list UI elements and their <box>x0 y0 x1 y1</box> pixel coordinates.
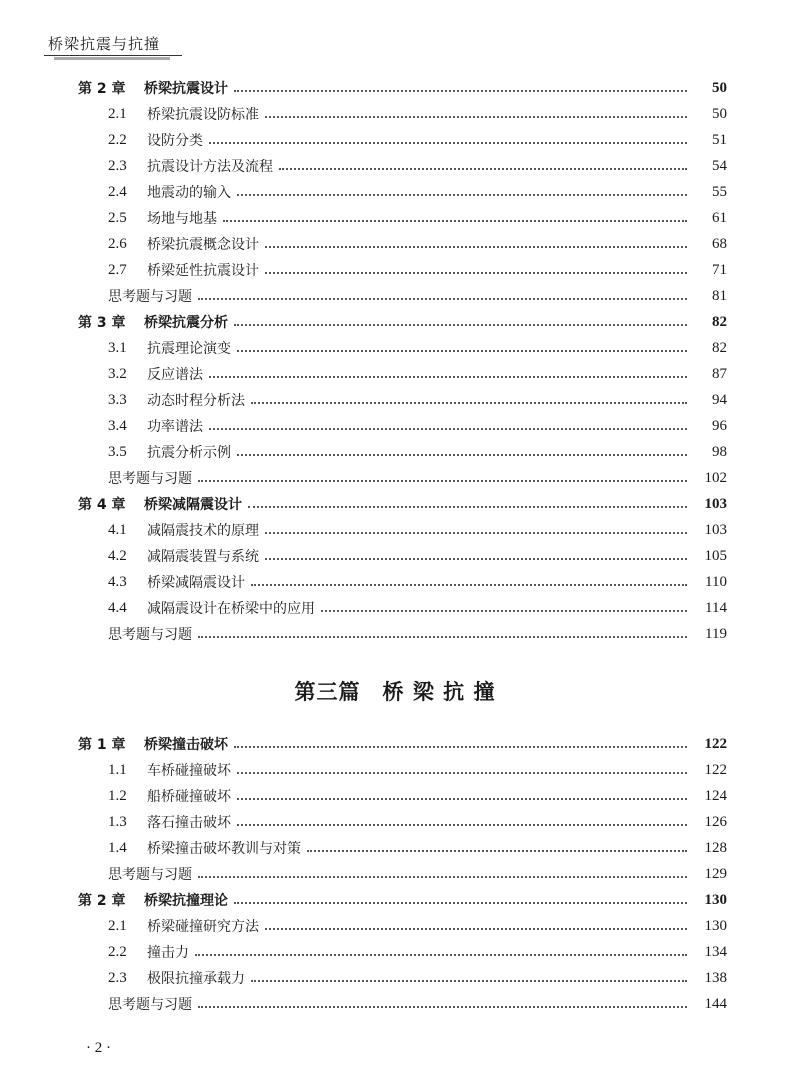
entry-title: 功率谱法 <box>147 419 203 435</box>
entry-page: 105 <box>704 547 727 564</box>
entry-number: 3.5 <box>108 443 127 460</box>
dot-leader <box>209 428 687 430</box>
dot-leader <box>234 902 687 904</box>
entry-number: 2.7 <box>108 261 127 278</box>
toc-exercise-entry[interactable] <box>0 465 790 491</box>
entry-page: 128 <box>704 839 727 856</box>
entry-number: 2.3 <box>108 969 127 986</box>
dot-leader <box>234 746 687 748</box>
dot-leader <box>279 168 687 170</box>
dot-leader <box>307 850 687 852</box>
entry-title: 思考题与习题 <box>108 867 192 883</box>
entry-number: 1.4 <box>108 839 127 856</box>
toc-section-entry[interactable] <box>0 153 790 179</box>
toc-section-entry[interactable] <box>0 569 790 595</box>
entry-title: 车桥碰撞破坏 <box>147 763 231 779</box>
entry-title: 抗震理论演变 <box>147 341 231 357</box>
dot-leader <box>251 584 687 586</box>
toc-chapter-entry[interactable] <box>0 75 790 101</box>
entry-title: 桥梁撞击破坏教训与对策 <box>147 841 301 857</box>
dot-leader <box>237 824 687 826</box>
entry-title: 减隔震技术的原理 <box>147 523 259 539</box>
toc-section-entry[interactable] <box>0 595 790 621</box>
entry-title: 抗震分析示例 <box>147 445 231 461</box>
toc-chapter-entry[interactable] <box>0 731 790 757</box>
toc-section-entry[interactable] <box>0 965 790 991</box>
entry-page: 144 <box>704 995 727 1012</box>
entry-title: 桥梁减隔震设计 <box>144 497 242 513</box>
entry-number: 第 4 章 <box>78 497 126 513</box>
entry-page: 103 <box>704 521 727 538</box>
entry-page: 61 <box>712 209 727 226</box>
entry-title: 思考题与习题 <box>108 997 192 1013</box>
entry-number: 3.3 <box>108 391 127 408</box>
dot-leader <box>237 454 687 456</box>
entry-title: 桥梁减隔震设计 <box>147 575 245 591</box>
entry-title: 桥梁碰撞研究方法 <box>147 919 259 935</box>
entry-page: 119 <box>705 625 727 642</box>
entry-number: 2.1 <box>108 105 127 122</box>
entry-title: 桥梁抗震设防标准 <box>147 107 259 123</box>
entry-number: 4.1 <box>108 521 127 538</box>
entry-number: 2.3 <box>108 157 127 174</box>
dot-leader <box>223 220 687 222</box>
entry-page: 138 <box>704 969 727 986</box>
toc-exercise-entry[interactable] <box>0 283 790 309</box>
entry-number: 4.2 <box>108 547 127 564</box>
entry-page: 126 <box>704 813 727 830</box>
toc-section-entry[interactable] <box>0 127 790 153</box>
entry-page: 51 <box>712 131 727 148</box>
toc-section-entry[interactable] <box>0 439 790 465</box>
entry-title: 反应谱法 <box>147 367 203 383</box>
toc-section-entry[interactable] <box>0 179 790 205</box>
entry-number: 2.4 <box>108 183 127 200</box>
dot-leader <box>265 272 687 274</box>
dot-leader <box>198 480 687 482</box>
toc-exercise-entry[interactable] <box>0 621 790 647</box>
toc-section-entry[interactable] <box>0 783 790 809</box>
toc-section-entry[interactable] <box>0 517 790 543</box>
entry-number: 第 1 章 <box>78 737 126 753</box>
entry-page: 129 <box>704 865 727 882</box>
entry-page: 102 <box>704 469 727 486</box>
entry-number: 2.1 <box>108 917 127 934</box>
entry-page: 124 <box>704 787 727 804</box>
entry-title: 动态时程分析法 <box>147 393 245 409</box>
toc-section-entry[interactable] <box>0 413 790 439</box>
dot-leader <box>251 980 687 982</box>
entry-page: 55 <box>712 183 727 200</box>
toc-chapter-entry[interactable] <box>0 309 790 335</box>
toc-exercise-entry[interactable] <box>0 991 790 1017</box>
entry-page: 103 <box>704 495 727 512</box>
entry-title: 桥梁抗震概念设计 <box>147 237 259 253</box>
dot-leader <box>195 954 687 956</box>
entry-number: 2.2 <box>108 943 127 960</box>
dot-leader <box>248 506 687 508</box>
entry-page: 122 <box>704 761 727 778</box>
entry-number: 1.1 <box>108 761 127 778</box>
entry-page: 122 <box>704 735 727 752</box>
dot-leader <box>198 298 687 300</box>
entry-number: 4.4 <box>108 599 127 616</box>
entry-title: 极限抗撞承载力 <box>147 971 245 987</box>
toc-section-entry[interactable] <box>0 543 790 569</box>
dot-leader <box>321 610 687 612</box>
entry-title: 减隔震设计在桥梁中的应用 <box>147 601 315 617</box>
entry-number: 3.2 <box>108 365 127 382</box>
part-title: 第三篇 桥 梁 抗 撞 <box>294 680 496 704</box>
entry-page: 134 <box>704 943 727 960</box>
toc-chapter-entry[interactable] <box>0 491 790 517</box>
entry-number: 4.3 <box>108 573 127 590</box>
entry-page: 81 <box>712 287 727 304</box>
dot-leader <box>198 636 687 638</box>
entry-title: 撞击力 <box>147 945 189 961</box>
entry-title: 地震动的输入 <box>147 185 231 201</box>
entry-title: 思考题与习题 <box>108 627 192 643</box>
entry-page: 130 <box>704 891 727 908</box>
dot-leader <box>265 558 687 560</box>
toc-section-entry[interactable] <box>0 257 790 283</box>
toc-section-entry[interactable] <box>0 387 790 413</box>
entry-title: 船桥碰撞破坏 <box>147 789 231 805</box>
dot-leader <box>234 324 687 326</box>
entry-page: 50 <box>712 79 727 96</box>
toc-section-entry[interactable] <box>0 335 790 361</box>
entry-number: 2.2 <box>108 131 127 148</box>
dot-leader <box>237 798 687 800</box>
toc-section-entry[interactable] <box>0 231 790 257</box>
toc-section-entry[interactable] <box>0 809 790 835</box>
entry-title: 桥梁撞击破坏 <box>144 737 228 753</box>
entry-title: 思考题与习题 <box>108 289 192 305</box>
dot-leader <box>265 532 687 534</box>
entry-title: 桥梁抗震设计 <box>144 81 228 97</box>
entry-title: 思考题与习题 <box>108 471 192 487</box>
dot-leader <box>198 876 687 878</box>
entry-page: 68 <box>712 235 727 252</box>
entry-title: 减隔震装置与系统 <box>147 549 259 565</box>
entry-page: 114 <box>705 599 727 616</box>
entry-page: 110 <box>705 573 727 590</box>
entry-page: 54 <box>712 157 727 174</box>
toc-section-entry[interactable] <box>0 835 790 861</box>
entry-title: 场地与地基 <box>147 211 217 227</box>
dot-leader <box>209 142 687 144</box>
entry-page: 82 <box>712 313 727 330</box>
entry-title: 落石撞击破坏 <box>147 815 231 831</box>
toc-section-entry[interactable] <box>0 205 790 231</box>
dot-leader <box>209 376 687 378</box>
dot-leader <box>265 928 687 930</box>
entry-number: 1.2 <box>108 787 127 804</box>
dot-leader <box>234 90 687 92</box>
entry-title: 桥梁延性抗震设计 <box>147 263 259 279</box>
toc-section-entry[interactable] <box>0 757 790 783</box>
entry-number: 第 2 章 <box>78 81 126 97</box>
entry-page: 50 <box>712 105 727 122</box>
dot-leader <box>265 246 687 248</box>
entry-title: 桥梁抗震分析 <box>144 315 228 331</box>
entry-page: 87 <box>712 365 727 382</box>
entry-page: 94 <box>712 391 727 408</box>
dot-leader <box>251 402 687 404</box>
header-rule-shadow <box>54 57 170 60</box>
dot-leader <box>237 772 687 774</box>
entry-number: 3.1 <box>108 339 127 356</box>
toc-section-entry[interactable] <box>0 939 790 965</box>
toc-exercise-entry[interactable] <box>0 861 790 887</box>
dot-leader <box>265 116 687 118</box>
toc-section-entry[interactable] <box>0 913 790 939</box>
entry-number: 第 3 章 <box>78 315 126 331</box>
entry-page: 98 <box>712 443 727 460</box>
entry-page: 71 <box>712 261 727 278</box>
entry-number: 2.5 <box>108 209 127 226</box>
toc-chapter-entry[interactable] <box>0 887 790 913</box>
entry-title: 设防分类 <box>147 133 203 149</box>
toc-section-entry[interactable] <box>0 361 790 387</box>
running-head: 桥梁抗震与抗撞 <box>48 35 161 53</box>
dot-leader <box>237 350 687 352</box>
entry-number: 第 2 章 <box>78 893 126 909</box>
entry-number: 2.6 <box>108 235 127 252</box>
entry-number: 3.4 <box>108 417 127 434</box>
entry-page: 130 <box>704 917 727 934</box>
dot-leader <box>237 194 687 196</box>
header-rule <box>44 55 182 56</box>
page-number: · 2 · <box>86 1040 111 1056</box>
dot-leader <box>198 1006 687 1008</box>
entry-number: 1.3 <box>108 813 127 830</box>
entry-page: 82 <box>712 339 727 356</box>
entry-title: 抗震设计方法及流程 <box>147 159 273 175</box>
entry-title: 桥梁抗撞理论 <box>144 893 228 909</box>
entry-page: 96 <box>712 417 727 434</box>
toc-section-entry[interactable] <box>0 101 790 127</box>
